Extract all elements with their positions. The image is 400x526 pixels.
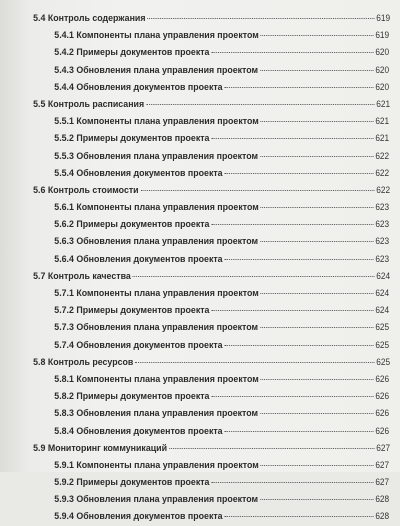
toc-entry-page-number: 622: [375, 150, 390, 161]
toc-entry-title: 5.5.2 Примеры документов проекта: [54, 133, 210, 145]
toc-entry-page-number: 625: [375, 339, 390, 350]
toc-entry-page-number: 620: [375, 81, 390, 92]
toc-section-entry[interactable]: [0, 182, 390, 199]
toc-entry-page-number: 624: [376, 270, 391, 281]
toc-subsection-entry[interactable]: [0, 371, 389, 388]
toc-subsection-entry[interactable]: [0, 508, 389, 525]
toc-entry-title: 5.8.3 Обновления плана управления проектом: [54, 408, 259, 420]
toc-subsection-entry[interactable]: [0, 337, 389, 354]
toc-entry-page-number: 626: [375, 373, 390, 384]
toc-entry-title: 5.8.1 Компоненты плана управления проектом: [54, 373, 259, 385]
dot-leader: [211, 224, 373, 225]
toc-entry-title: 5.8 Контроль ресурсов: [33, 356, 134, 368]
dot-leader: [133, 276, 375, 277]
toc-entry-title: 5.7.2 Примеры документов проекта: [54, 305, 210, 317]
toc-entry-page-number: 620: [375, 47, 390, 58]
toc-entry-page-number: 627: [375, 477, 390, 488]
dot-leader: [211, 310, 373, 311]
dot-leader: [260, 241, 374, 242]
toc-entry-page-number: 624: [375, 288, 390, 298]
toc-entry-title: 5.7.1 Компоненты плана управления проектом: [54, 288, 259, 299]
toc-subsection-entry[interactable]: [0, 79, 389, 96]
dot-leader: [261, 293, 374, 294]
toc-entry-title: 5.4.3 Обновления плана управления проектом: [54, 64, 259, 76]
toc-entry-title: 5.5.4 Обновления документов проекта: [54, 167, 223, 179]
toc-entry-title: 5.7.3 Обновления плана управления проектом: [54, 322, 259, 334]
toc-entry-page-number: 623: [375, 236, 390, 247]
dot-leader: [224, 87, 373, 88]
toc-subsection-entry[interactable]: [0, 165, 389, 182]
toc-subsection-entry[interactable]: [0, 319, 389, 336]
toc-entry-title: 5.5.3 Обновления плана управления проектом: [54, 150, 259, 162]
toc-entry-page-number: 622: [376, 184, 391, 195]
toc-entry-page-number: 619: [376, 13, 391, 23]
dot-leader: [146, 104, 374, 105]
toc-entry-page-number: 621: [376, 98, 391, 109]
toc-entry-title: 5.9.4 Обновления документов проекта: [54, 511, 223, 523]
toc-entry-page-number: 625: [375, 322, 390, 333]
dot-leader: [135, 362, 374, 363]
toc-subsection-entry[interactable]: [0, 62, 389, 79]
toc-entry-title: 5.9 Мониторинг коммуникаций: [33, 442, 168, 454]
dot-leader: [261, 207, 374, 208]
toc-subsection-entry[interactable]: [0, 405, 389, 422]
dot-leader: [260, 327, 374, 328]
dot-leader: [140, 190, 374, 191]
dot-leader: [169, 448, 375, 449]
toc-subsection-entry[interactable]: [0, 130, 389, 147]
toc-entry-page-number: 628: [375, 494, 390, 505]
toc-subsection-entry[interactable]: [0, 113, 389, 130]
toc-entry-title: 5.9.2 Примеры документов проекта: [54, 477, 210, 489]
table-of-contents: [0, 10, 400, 526]
dot-leader: [147, 18, 374, 19]
toc-entry-title: 5.4.2 Примеры документов проекта: [54, 47, 210, 59]
toc-entry-title: 5.7.4 Обновления документов проекта: [54, 339, 223, 351]
dot-leader: [260, 70, 374, 71]
toc-entry-title: 5.5.1 Компоненты плана управления проектом: [54, 116, 259, 128]
toc-entry-title: 5.4 Контроль содержания: [33, 13, 146, 24]
toc-subsection-entry[interactable]: [0, 388, 389, 405]
toc-entry-page-number: 623: [375, 202, 390, 213]
toc-entry-page-number: 626: [375, 408, 390, 419]
toc-subsection-entry[interactable]: [0, 233, 389, 250]
toc-subsection-entry[interactable]: [0, 27, 389, 44]
toc-entry-page-number: 624: [375, 305, 390, 316]
toc-entry-title: 5.9.3 Обновления плана управления проектом: [54, 494, 259, 506]
toc-entry-title: 5.7 Контроль качества: [33, 270, 131, 282]
toc-subsection-entry[interactable]: [0, 251, 389, 268]
toc-entry-title: 5.6.3 Обновления плана управления проектом: [54, 236, 259, 248]
toc-subsection-entry[interactable]: [0, 491, 389, 508]
toc-section-entry[interactable]: [0, 440, 390, 457]
toc-entry-title: 5.9.1 Компоненты плана управления проектом: [54, 459, 259, 471]
toc-entry-page-number: 622: [375, 167, 390, 178]
dot-leader: [261, 35, 374, 36]
toc-entry-page-number: 627: [376, 442, 391, 453]
dot-leader: [224, 173, 373, 174]
toc-entry-page-number: 621: [375, 133, 390, 144]
dot-leader: [211, 482, 373, 483]
dot-leader: [260, 156, 374, 157]
toc-subsection-entry[interactable]: [0, 457, 389, 474]
toc-entry-page-number: 619: [375, 30, 390, 41]
toc-entry-title: 5.6.4 Обновления документов проекта: [54, 253, 223, 265]
toc-subsection-entry[interactable]: [0, 44, 389, 61]
dot-leader: [261, 465, 374, 466]
toc-entry-page-number: 623: [375, 219, 390, 230]
dot-leader: [224, 345, 373, 346]
dot-leader: [211, 396, 373, 397]
dot-leader: [224, 259, 373, 260]
toc-subsection-entry[interactable]: [0, 302, 389, 319]
dot-leader: [261, 379, 374, 380]
toc-entry-page-number: 620: [375, 64, 390, 75]
toc-entry-page-number: 626: [375, 391, 390, 402]
toc-entry-page-number: 626: [375, 425, 390, 436]
toc-section-entry[interactable]: [0, 10, 390, 27]
toc-subsection-entry[interactable]: [0, 285, 389, 302]
toc-subsection-entry[interactable]: [0, 474, 389, 491]
toc-entry-title: 5.8.4 Обновления документов проекта: [54, 425, 223, 437]
dot-leader: [261, 121, 374, 122]
dot-leader: [260, 413, 374, 414]
dot-leader: [211, 52, 373, 53]
toc-subsection-entry[interactable]: [0, 216, 389, 233]
dot-leader: [211, 138, 373, 139]
toc-entry-page-number: 627: [375, 459, 390, 470]
toc-entry-title: 5.6 Контроль стоимости: [33, 184, 139, 196]
toc-entry-page-number: 623: [375, 253, 390, 264]
toc-entry-title: 5.6.1 Компоненты плана управления проектом: [54, 202, 259, 214]
toc-section-entry[interactable]: [0, 96, 390, 113]
toc-entry-title: 5.6.2 Примеры документов проекта: [54, 219, 210, 231]
toc-subsection-entry[interactable]: [0, 148, 389, 165]
toc-entry-page-number: 621: [375, 116, 390, 127]
dot-leader: [260, 499, 374, 500]
dot-leader: [224, 431, 373, 432]
toc-section-entry[interactable]: [0, 268, 390, 285]
dot-leader: [224, 516, 373, 517]
toc-subsection-entry[interactable]: [0, 423, 389, 440]
toc-entry-title: 5.5 Контроль расписания: [33, 98, 145, 110]
toc-entry-page-number: 628: [375, 511, 390, 522]
toc-entry-page-number: 625: [376, 356, 391, 367]
toc-entry-title: 5.8.2 Примеры документов проекта: [54, 391, 210, 403]
toc-section-entry[interactable]: [0, 354, 390, 371]
toc-entry-title: 5.4.4 Обновления документов проекта: [54, 81, 223, 93]
toc-entry-title: 5.4.1 Компоненты плана управления проектом: [54, 30, 259, 42]
toc-subsection-entry[interactable]: [0, 199, 389, 216]
